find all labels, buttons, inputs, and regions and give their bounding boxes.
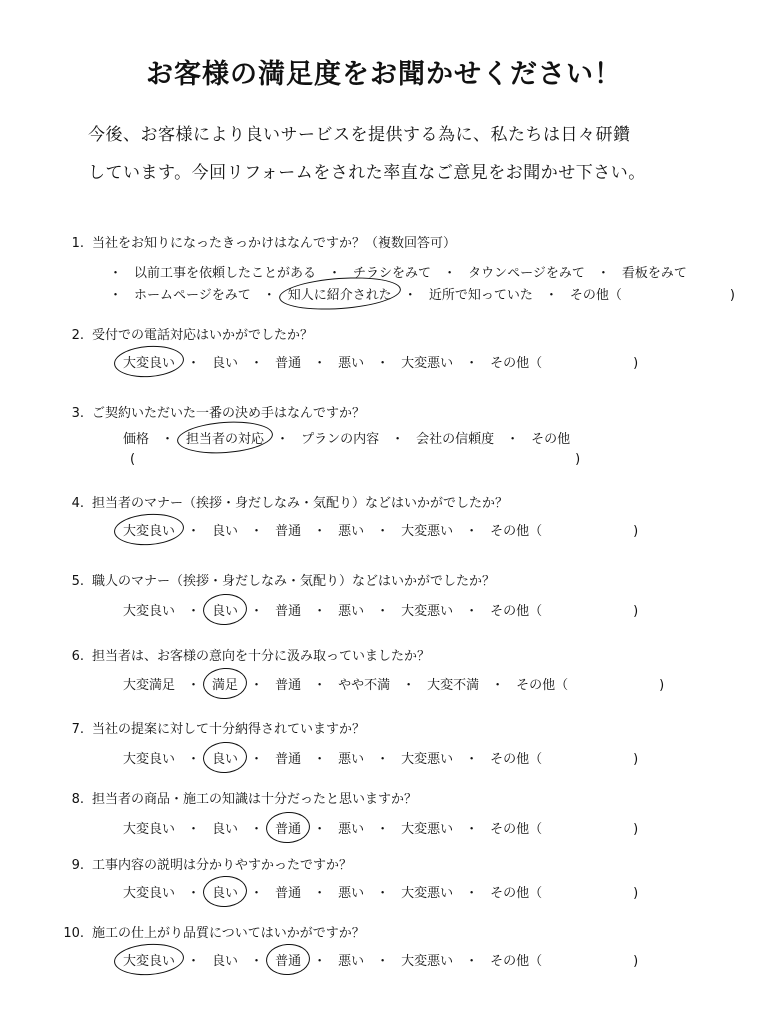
option-selected[interactable]: 大変良い xyxy=(120,520,178,539)
separator: ・ xyxy=(161,432,175,447)
option-selected[interactable]: 担当者の対応 xyxy=(183,428,267,447)
question-text: 当社の提案に対して十分納得されていますか？ xyxy=(92,722,366,737)
separator: ・ xyxy=(250,678,264,693)
question-text: ご契約いただいた一番の決め手はなんですか？ xyxy=(92,406,366,421)
option[interactable]: 悪い xyxy=(338,822,365,837)
option[interactable]: その他（ xyxy=(490,954,543,969)
other-answer-line xyxy=(130,452,580,467)
option-selected[interactable]: 良い xyxy=(209,748,241,767)
option[interactable]: 普通 xyxy=(275,356,302,371)
question-title xyxy=(60,788,417,807)
separator: ・ xyxy=(491,678,505,693)
question-title xyxy=(60,570,495,589)
option[interactable]: その他（ xyxy=(490,356,543,371)
separator: ・ xyxy=(465,822,479,837)
option[interactable]: 悪い xyxy=(338,752,365,767)
separator: ・ xyxy=(187,604,201,619)
separator: ・ xyxy=(443,266,457,281)
option-row xyxy=(120,428,573,447)
separator: ・ xyxy=(328,266,342,281)
option[interactable]: 良い xyxy=(212,524,239,539)
separator: ・ xyxy=(376,356,390,371)
separator: ・ xyxy=(313,678,327,693)
question-number: 1. xyxy=(71,236,84,251)
question-title xyxy=(60,492,508,511)
close-paren: ) xyxy=(729,288,735,303)
separator: ・ xyxy=(250,822,264,837)
option[interactable]: 良い xyxy=(212,822,239,837)
close-paren: ) xyxy=(659,678,665,693)
separator: ・ xyxy=(276,432,290,447)
separator: ・ xyxy=(187,678,201,693)
option[interactable]: 悪い xyxy=(338,886,365,901)
option[interactable]: タウンページをみて xyxy=(468,266,585,281)
option[interactable]: 会社の信頼度 xyxy=(416,432,495,447)
open-paren: ( xyxy=(130,452,136,467)
option[interactable]: 大変良い xyxy=(123,822,176,837)
option-row xyxy=(120,882,638,901)
option[interactable]: 大変悪い xyxy=(401,822,454,837)
separator: ・ xyxy=(250,524,264,539)
option[interactable]: 悪い xyxy=(338,604,365,619)
separator: ・ xyxy=(313,524,327,539)
question-number: 10. xyxy=(63,926,84,941)
separator: ・ xyxy=(376,822,390,837)
question-number: 3. xyxy=(71,406,84,421)
separator: ・ xyxy=(402,678,416,693)
question-text: 担当者は、お客様の意向を十分に汲み取っていましたか？ xyxy=(92,649,431,664)
separator: ・ xyxy=(250,886,264,901)
option[interactable]: プランの内容 xyxy=(301,432,380,447)
option-selected[interactable]: 良い xyxy=(209,600,241,619)
separator: ・ xyxy=(187,356,201,371)
option-selected[interactable]: 知人に紹介された xyxy=(285,284,395,303)
option[interactable]: 大変良い xyxy=(123,752,176,767)
question-title xyxy=(60,645,430,664)
close-paren: ) xyxy=(575,452,581,467)
option[interactable]: その他（ xyxy=(516,678,569,693)
separator: ・ xyxy=(403,288,417,303)
option[interactable]: 悪い xyxy=(338,524,365,539)
option[interactable]: その他（ xyxy=(490,886,543,901)
question-title xyxy=(60,324,313,343)
separator: ・ xyxy=(109,288,123,303)
separator: ・ xyxy=(250,752,264,767)
option-row xyxy=(120,748,638,767)
question-number: 7. xyxy=(71,722,84,737)
option[interactable]: 悪い xyxy=(338,954,365,969)
close-paren: ) xyxy=(633,822,639,837)
option[interactable]: 大変良い xyxy=(123,604,176,619)
separator: ・ xyxy=(376,886,390,901)
separator: ・ xyxy=(187,954,201,969)
question-title xyxy=(60,854,352,873)
option-row xyxy=(120,600,638,619)
separator: ・ xyxy=(465,604,479,619)
separator: ・ xyxy=(506,432,520,447)
option-row xyxy=(120,352,638,371)
option[interactable]: 近所で知っていた xyxy=(428,288,533,303)
question-text: 工事内容の説明は分かりやすかったですか？ xyxy=(92,858,353,873)
option-selected[interactable]: 大変良い xyxy=(120,950,178,969)
option[interactable]: その他（ xyxy=(490,604,543,619)
option[interactable]: ホームページをみて xyxy=(134,288,251,303)
option[interactable]: 大変悪い xyxy=(401,524,454,539)
separator: ・ xyxy=(262,288,276,303)
question-text: 施工の仕上がり品質についてはいかがですか？ xyxy=(92,926,365,941)
close-paren: ) xyxy=(633,604,639,619)
option[interactable]: 大変満足 xyxy=(123,678,176,693)
option[interactable]: 普通 xyxy=(275,524,302,539)
question-number: 8. xyxy=(71,792,84,807)
option[interactable]: 以前工事を依頼したことがある xyxy=(134,266,317,281)
option-row xyxy=(120,674,664,693)
question-number: 9. xyxy=(71,858,84,873)
separator: ・ xyxy=(376,604,390,619)
option[interactable]: 普通 xyxy=(275,752,302,767)
question-text: 担当者の商品・施工の知識は十分だったと思いますか？ xyxy=(92,792,418,807)
separator: ・ xyxy=(596,266,610,281)
question-text: 当社をお知りになったきっかけはなんですか？（複数回答可） xyxy=(92,236,457,251)
question-text: 職人のマナー（挨拶・身だしなみ・気配り）などはいかがでしたか？ xyxy=(92,574,496,589)
option[interactable]: 看板をみて xyxy=(621,266,687,281)
intro-line: しています。今回リフォームをされた率直なご意見をお聞かせ下さい。 xyxy=(88,163,646,183)
option[interactable]: やや不満 xyxy=(338,678,391,693)
option-selected[interactable]: 普通 xyxy=(272,818,304,837)
separator: ・ xyxy=(187,524,201,539)
option[interactable]: 悪い xyxy=(338,356,365,371)
separator: ・ xyxy=(187,822,201,837)
option-row xyxy=(120,950,638,969)
question-text: 担当者のマナー（挨拶・身だしなみ・気配り）などはいかがでしたか？ xyxy=(92,496,509,511)
separator: ・ xyxy=(250,356,264,371)
separator: ・ xyxy=(465,524,479,539)
option[interactable]: 良い xyxy=(212,356,239,371)
option[interactable]: その他（ xyxy=(569,288,622,303)
option[interactable]: チラシをみて xyxy=(353,266,432,281)
separator: ・ xyxy=(465,752,479,767)
separator: ・ xyxy=(250,604,264,619)
option[interactable]: 大変悪い xyxy=(401,752,454,767)
question-number: 6. xyxy=(71,649,84,664)
question-title xyxy=(60,718,365,737)
question-number: 4. xyxy=(71,496,84,511)
option-selected[interactable]: 良い xyxy=(209,882,241,901)
separator: ・ xyxy=(391,432,405,447)
separator: ・ xyxy=(465,356,479,371)
close-paren: ) xyxy=(633,954,639,969)
question-text: 受付での電話対応はいかがでしたか？ xyxy=(92,328,314,343)
separator: ・ xyxy=(313,604,327,619)
separator: ・ xyxy=(313,954,327,969)
option[interactable]: その他（ xyxy=(490,752,543,767)
separator: ・ xyxy=(376,954,390,969)
close-paren: ) xyxy=(633,752,639,767)
option-row xyxy=(120,520,638,539)
separator: ・ xyxy=(313,886,327,901)
close-paren: ) xyxy=(633,886,639,901)
option[interactable]: 大変悪い xyxy=(401,356,454,371)
question-number: 2. xyxy=(71,328,84,343)
separator: ・ xyxy=(187,886,201,901)
separator: ・ xyxy=(465,886,479,901)
question-title xyxy=(60,922,365,941)
separator: ・ xyxy=(376,752,390,767)
option[interactable]: 大変悪い xyxy=(401,886,454,901)
separator: ・ xyxy=(187,752,201,767)
option[interactable]: 大変悪い xyxy=(401,954,454,969)
option-selected[interactable]: 満足 xyxy=(209,674,241,693)
option[interactable]: 普通 xyxy=(275,678,302,693)
question-title xyxy=(60,232,456,251)
option[interactable]: 普通 xyxy=(275,886,302,901)
question-number: 5. xyxy=(71,574,84,589)
separator: ・ xyxy=(109,266,123,281)
separator: ・ xyxy=(313,356,327,371)
option[interactable]: 大変不満 xyxy=(427,678,480,693)
page-title: お客様の満足度をお聞かせください！ xyxy=(146,59,622,90)
option[interactable]: 普通 xyxy=(275,604,302,619)
option[interactable]: 価格 xyxy=(123,432,150,447)
close-paren: ) xyxy=(633,524,639,539)
separator: ・ xyxy=(313,752,327,767)
option-row xyxy=(100,284,735,303)
intro-text xyxy=(88,116,708,192)
separator: ・ xyxy=(250,954,264,969)
option[interactable]: 良い xyxy=(212,954,239,969)
separator: ・ xyxy=(376,524,390,539)
separator: ・ xyxy=(313,822,327,837)
option-selected[interactable]: 大変良い xyxy=(120,352,178,371)
option-row xyxy=(120,818,638,837)
question-title xyxy=(60,402,365,421)
option[interactable]: 大変良い xyxy=(123,886,176,901)
separator: ・ xyxy=(544,288,558,303)
option-selected[interactable]: 普通 xyxy=(272,950,304,969)
intro-line: 今後、お客様により良いサービスを提供する為に、私たちは日々研鑽 xyxy=(88,125,631,145)
option-row xyxy=(100,262,690,281)
option[interactable]: 大変悪い xyxy=(401,604,454,619)
close-paren: ) xyxy=(633,356,639,371)
separator: ・ xyxy=(465,954,479,969)
option[interactable]: その他（ xyxy=(490,524,543,539)
option[interactable]: その他 xyxy=(531,432,571,447)
option[interactable]: その他（ xyxy=(490,822,543,837)
